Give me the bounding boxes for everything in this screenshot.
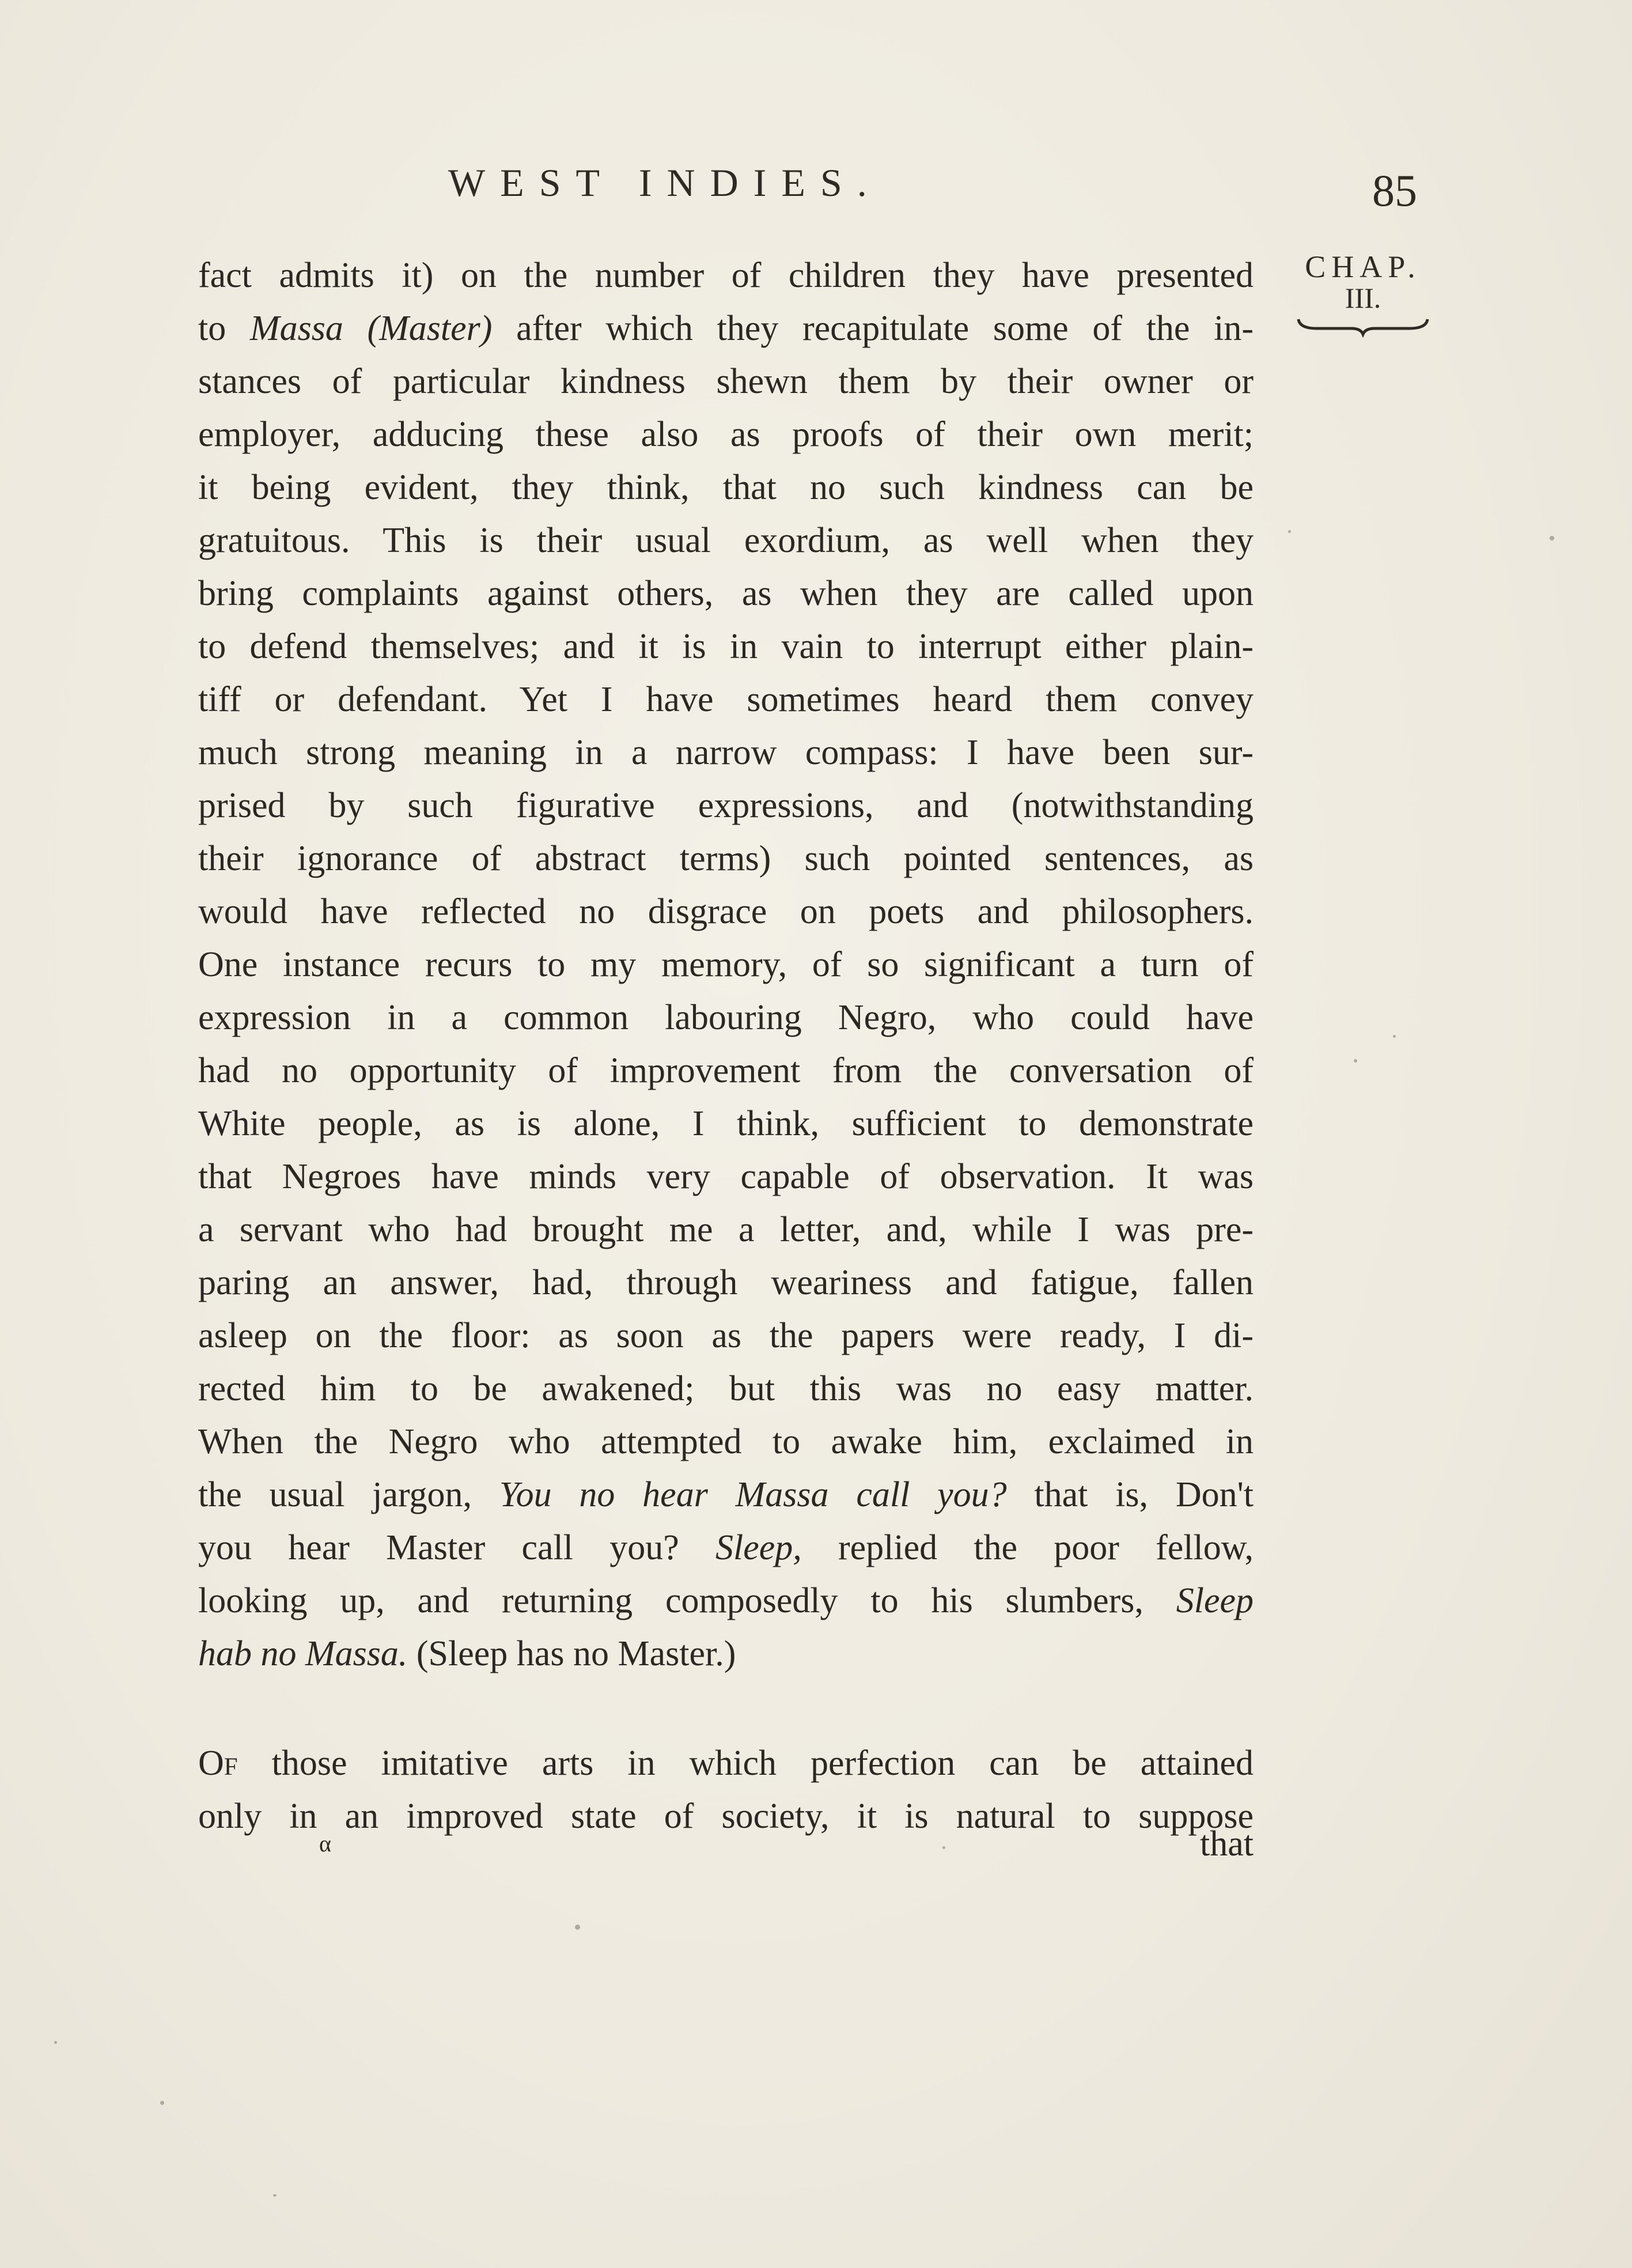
text-line [198, 249, 1254, 302]
text-segment: asleep on the floor: as soon as the papers were ready, I di- [198, 1316, 1254, 1355]
paper-speck [54, 2041, 57, 2044]
text-segment: much strong meaning in a narrow compass: I have been sur- [198, 733, 1254, 772]
page-number: 85 [1372, 165, 1417, 216]
text-segment: replied the poor fellow, [801, 1528, 1254, 1567]
text-segment: to [198, 309, 250, 348]
text-segment: When the Negro who attempted to awake him, exclaimed in [198, 1422, 1254, 1461]
text-segment: White people, as is alone, I think, sufficient to demonstrate [198, 1104, 1254, 1143]
text-line [198, 832, 1254, 885]
paper-speck [1354, 1059, 1357, 1063]
italic-text: hab no Massa. [198, 1634, 408, 1673]
text-segment: fact admits it) on the number of children they have presented [198, 256, 1254, 295]
text-segment: those imitative arts in which perfection can be attained [237, 1744, 1254, 1783]
text-line [198, 355, 1254, 408]
text-segment: only in an improved state of society, it is natural to suppose [198, 1797, 1254, 1836]
text-segment: stances of particular kindness shewn them by their owner or [198, 362, 1254, 401]
body-text [198, 249, 1254, 1843]
chapter-label: CHAP. [1305, 250, 1421, 284]
text-line [198, 620, 1254, 673]
text-segment: looking up, and returning composedly to his slumbers, [198, 1581, 1176, 1620]
paper-speck [1550, 536, 1554, 540]
footer-line [198, 1817, 1254, 1870]
running-head: WEST INDIES. [448, 161, 882, 205]
text-segment: would have reflected no disgrace on poets and philosophers. [198, 892, 1254, 931]
text-segment: it being evident, they think, that no such kindness can be [198, 468, 1254, 507]
italic-text: Massa (Master) [249, 309, 493, 348]
italic-text: You no hear Massa call you? [499, 1475, 1007, 1514]
text-line [198, 1737, 1254, 1790]
text-line [198, 991, 1254, 1044]
paper-speck [1288, 530, 1291, 533]
text-line [198, 1044, 1254, 1097]
text-segment: that Negroes have minds very capable of observation. It was [198, 1157, 1254, 1196]
paper-speck [273, 2194, 277, 2197]
text-segment: you hear Master call you? [198, 1528, 715, 1567]
text-line [198, 461, 1254, 514]
text-segment: that is, Don't [1006, 1475, 1254, 1514]
text-line [198, 1415, 1254, 1468]
text-line [198, 1150, 1254, 1203]
paper-speck [1393, 1035, 1396, 1038]
text-line [198, 1574, 1254, 1627]
text-line [198, 302, 1254, 355]
chapter-number: III. [1345, 282, 1381, 314]
text-line [198, 673, 1254, 726]
text-segment: after which they recapitulate some of the in- [492, 309, 1254, 348]
catchword: that [1200, 1824, 1254, 1863]
text-line [198, 1097, 1254, 1150]
text-line [198, 567, 1254, 620]
text-segment: a servant who had brought me a letter, and, while I was pre- [198, 1210, 1254, 1249]
text-segment: to defend themselves; and it is in vain to interrupt either plain- [198, 627, 1254, 666]
text-line [198, 1309, 1254, 1362]
text-line [198, 779, 1254, 832]
text-line [198, 1521, 1254, 1574]
text-line [198, 938, 1254, 991]
italic-text: Sleep, [715, 1528, 802, 1567]
text-segment: (Sleep has no Master.) [407, 1634, 736, 1673]
text-segment: rected him to be awakened; but this was no easy matter. [198, 1369, 1254, 1408]
text-segment: bring complaints against others, as when they are called upon [198, 574, 1254, 613]
text-segment: prised by such figurative expressions, and (notwithstanding [198, 786, 1254, 825]
text-line [198, 726, 1254, 779]
text-segment: One instance recurs to my memory, of so significant a turn of [198, 945, 1254, 984]
text-segment: their ignorance of abstract terms) such pointed sentences, as [198, 839, 1254, 878]
text-line [198, 1468, 1254, 1521]
text-line [198, 1362, 1254, 1415]
brace-ornament-icon [1294, 315, 1432, 338]
text-line [198, 514, 1254, 567]
text-line [198, 885, 1254, 938]
text-segment: the usual jargon, [198, 1475, 499, 1514]
text-segment: employer, adducing these also as proofs of their own merit; [198, 415, 1254, 454]
text-segment: paring an answer, had, through weariness and fatigue, fallen [198, 1263, 1254, 1302]
text-line [198, 408, 1254, 461]
paper-speck [942, 1846, 945, 1849]
text-line [198, 1256, 1254, 1309]
paper-speck [160, 2101, 164, 2105]
text-segment: gratuitous. This is their usual exordium, as well when they [198, 521, 1254, 560]
text-segment: had no opportunity of improvement from the conversation of [198, 1051, 1254, 1090]
text-line [198, 1627, 1254, 1680]
margin-chapter-note [1282, 249, 1444, 338]
signature-mark: α [319, 1831, 331, 1857]
paper-speck [575, 1925, 580, 1930]
text-line [198, 1203, 1254, 1256]
smallcaps-text: Of [198, 1744, 238, 1783]
text-segment: expression in a common labouring Negro, who could have [198, 998, 1254, 1037]
italic-text: Sleep [1176, 1581, 1254, 1620]
text-segment: tiff or defendant. Yet I have sometimes heard them convey [198, 680, 1254, 719]
